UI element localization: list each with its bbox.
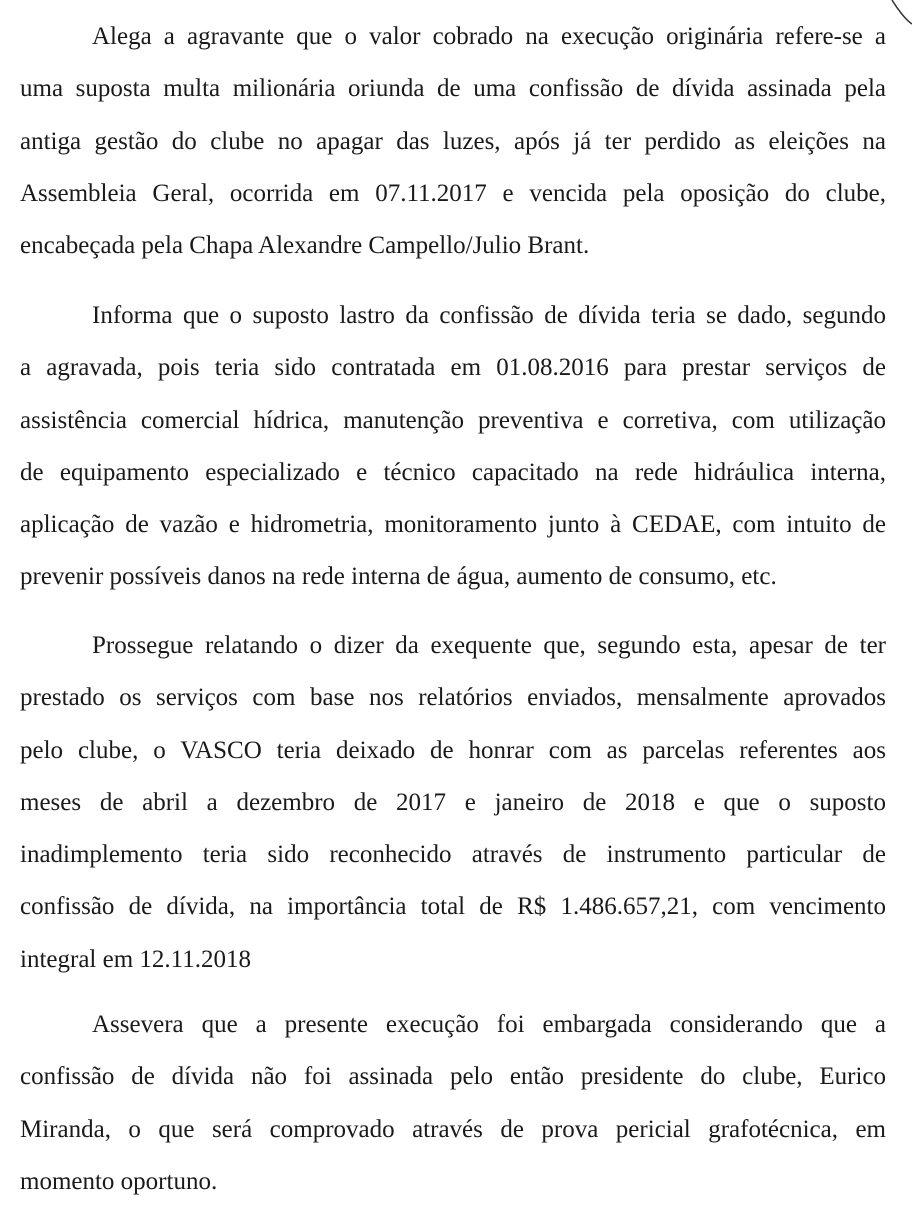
paragraph-line: prestado os serviços com base nos relatórios enviados, mensalmente aprovados [20,684,886,712]
paragraph-line: encabeçada pela Chapa Alexandre Campello/Julio Brant. [20,232,590,260]
paragraph-2 [20,290,886,604]
paragraph-1 [20,11,886,272]
paragraph-line: Alega a agravante que o valor cobrado na execução originária refere-se a [92,23,886,50]
paragraph-line: meses de abril a dezembro de 2017 e janeiro de 2018 e que o suposto [20,788,886,816]
paragraph-line: momento oportuno. [20,1167,218,1195]
paragraph-line: de equipamento especializado e técnico capacitado na rede hidráulica interna, [20,458,886,486]
paragraph-line: a agravada, pois teria sido contratada em 01.08.2016 para prestar serviços de [20,354,886,382]
paragraph-line: Assembleia Geral, ocorrida em 07.11.2017 e vencida pela oposição do clube, [20,179,886,207]
paragraph-line: Informa que o suposto lastro da confissão de dívida teria se dado, segundo [92,302,886,329]
paragraph-line: pelo clube, o VASCO teria deixado de honrar com as parcelas referentes aos [20,736,886,764]
paragraph-line: Assevera que a presente execução foi embargada considerando que a [92,1011,886,1038]
page-corner-mark [882,0,912,40]
paragraph-line: confissão de dívida, na importância total de R$ 1.486.657,21, com vencimento [20,893,886,921]
paragraph-line: antiga gestão do clube no apagar das luzes, após já ter perdido as eleições na [20,127,886,155]
paragraph-line: assistência comercial hídrica, manutenção preventiva e corretiva, com utilização [20,406,886,434]
paragraph-line: aplicação de vazão e hidrometria, monitoramento junto à CEDAE, com intuito de [20,511,886,539]
paragraph-line: inadimplemento teria sido reconhecido através de instrumento particular de [20,841,886,869]
paragraph-line: integral em 12.11.2018 [20,945,251,973]
paragraph-line: Prossegue relatando o dizer da exequente que, segundo esta, apesar de ter [92,632,886,659]
paragraph-line: uma suposta multa milionária oriunda de uma confissão de dívida assinada pela [20,75,886,103]
paragraph-line: prevenir possíveis danos na rede interna de água, aumento de consumo, etc. [20,563,777,591]
paragraph-4 [20,999,886,1208]
paragraph-3 [20,620,886,986]
paragraph-line: Miranda, o que será comprovado através de prova pericial grafotécnica, em [20,1115,886,1143]
paragraph-line: confissão de dívida não foi assinada pelo então presidente do clube, Eurico [20,1063,886,1091]
